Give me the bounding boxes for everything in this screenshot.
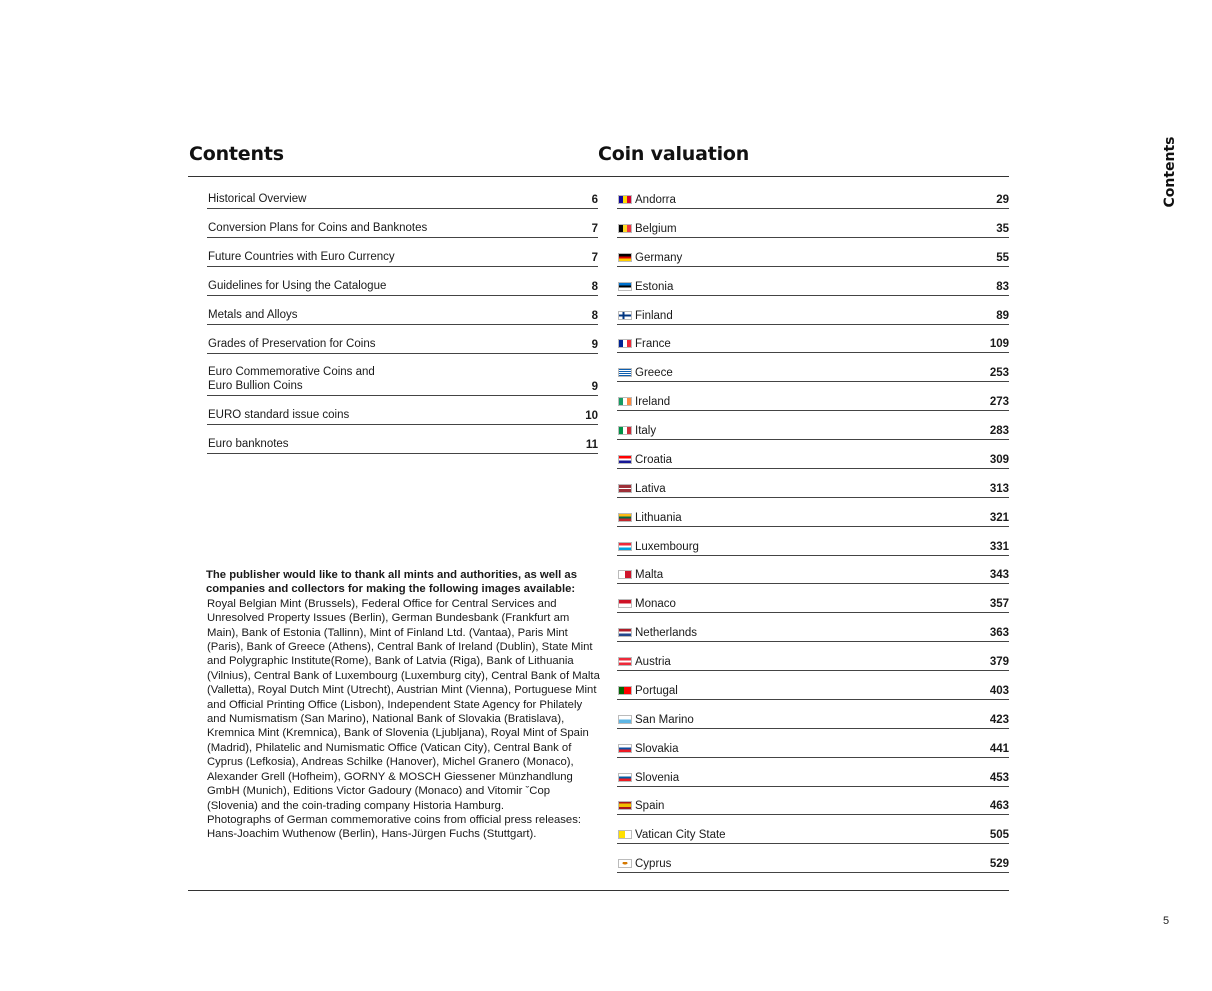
- flag-icon: [618, 859, 632, 868]
- contents-list: [207, 188, 598, 462]
- country-name: Monaco: [635, 598, 676, 611]
- country-page: 83: [996, 280, 1009, 293]
- toc-entry[interactable]: [207, 217, 598, 238]
- flag-icon: [618, 224, 632, 233]
- coin-valuation-heading: Coin valuation: [598, 143, 750, 165]
- country-name: Lativa: [635, 482, 666, 495]
- toc-entry-title: Grades of Preservation for Coins: [208, 338, 376, 350]
- toc-entry-page: 10: [585, 410, 598, 422]
- toc-entry-page: 8: [591, 281, 598, 293]
- country-entry-netherlands[interactable]: [617, 621, 1009, 642]
- country-name: Greece: [635, 367, 673, 380]
- country-entry-luxembourg[interactable]: [617, 535, 1009, 556]
- flag-icon: [618, 599, 632, 608]
- country-page: 283: [989, 425, 1009, 437]
- bottom-divider: [188, 890, 1009, 891]
- country-page: 505: [989, 829, 1009, 842]
- flag-icon: [618, 368, 632, 377]
- flag-icon: [618, 484, 632, 493]
- toc-entry[interactable]: [207, 433, 598, 454]
- country-entry-austria[interactable]: [617, 650, 1009, 671]
- country-page: 363: [989, 627, 1009, 640]
- toc-entry-title: Conversion Plans for Coins and Banknotes: [208, 222, 428, 234]
- country-page: 403: [989, 684, 1009, 697]
- country-name: France: [635, 338, 671, 351]
- toc-entry[interactable]: [207, 404, 598, 425]
- flag-icon: [618, 426, 632, 435]
- flag-icon: [618, 801, 632, 810]
- acknowledgement-block: [206, 568, 601, 842]
- flag-icon: [618, 513, 632, 522]
- country-name: Portugal: [635, 684, 678, 697]
- country-entry-ireland[interactable]: [617, 390, 1009, 411]
- country-page: 529: [989, 858, 1009, 871]
- country-name: Italy: [635, 425, 657, 437]
- toc-entry[interactable]: [207, 188, 598, 209]
- contents-heading: Contents: [189, 143, 284, 165]
- country-page: 331: [989, 540, 1009, 553]
- toc-entry-page: 8: [591, 310, 598, 322]
- country-entry-france[interactable]: [617, 332, 1009, 353]
- toc-entry-title: Historical Overview: [208, 193, 307, 205]
- flag-icon: [618, 686, 632, 695]
- flag-icon: [618, 570, 632, 579]
- country-page: 463: [989, 800, 1009, 813]
- country-page: 89: [996, 309, 1009, 322]
- country-page: 379: [989, 656, 1009, 668]
- country-page: 253: [989, 367, 1009, 380]
- toc-entry-title: Future Countries with Euro Currency: [208, 251, 395, 263]
- country-page: 343: [989, 569, 1009, 582]
- country-entry-greece[interactable]: [617, 361, 1009, 382]
- toc-entry-title: Guidelines for Using the Catalogue: [208, 280, 387, 292]
- country-name: Slovakia: [635, 742, 679, 755]
- flag-icon: [618, 657, 632, 666]
- side-tab-label: Contents: [1162, 136, 1178, 208]
- toc-entry-page: 7: [591, 252, 598, 264]
- toc-entry[interactable]: [207, 333, 598, 354]
- country-page: 309: [989, 453, 1009, 466]
- country-page: 109: [989, 338, 1009, 351]
- country-name: Slovenia: [635, 771, 680, 784]
- country-name: San Marino: [635, 713, 694, 726]
- flag-icon: [618, 773, 632, 782]
- country-entry-lithuania[interactable]: [617, 506, 1009, 527]
- toc-entry-title: Euro banknotes: [208, 438, 289, 450]
- country-name: Andorra: [635, 194, 676, 206]
- flag-icon: [618, 282, 632, 291]
- toc-entry-page: 6: [591, 194, 598, 206]
- country-page: 29: [996, 194, 1009, 206]
- toc-entry[interactable]: [207, 362, 598, 396]
- acknowledgement-photos: Photographs of German commemorative coins from official press releases: Hans-Joachim Wuthenow (Berlin), Hans-Jürgen Fuchs (Stuttgart).: [207, 813, 581, 841]
- acknowledgement-body: Royal Belgian Mint (Brussels), Federal Office for Central Services and Unresolved Property Issues (Berlin), German Bundesbank (Frankfurt am Main), Bank of Estonia (Tallinn), Mint of Finland Ltd. (Vantaa), Paris Mint (Paris), Bank of Greece (Athens), Central Bank of Ireland (Dublin), State Mint and Polygraphic Institute(Rome), Bank of Latvia (Riga), Bank of Lithuania (Vilnius), Central Bank of Luxembourg (Luxemburg city), Central Bank of Malta (Valletta), Royal Dutch Mint (Utrecht), Austrian Mint (Vienna), Portuguese Mint and Official Printing Office (Lisbon), Independent State Agency for Philately and Numismatism (San Marino), National Bank of Slovakia (Bratislava), Kremnica Mint (Kremnica), Bank of Slovenia (Ljubljana), Royal Mint of Spain (Madrid), Philatelic and Numismatic Office (Vatican City), Central Bank of Cyprus (Lefkosia), Andreas Schilke (Hanover), Michel Granero (Monaco), Alexander Grell (Hofheim), GORNY & MOSCH Giessener Münzhandlung GmbH (Munich), Editions Victor Gadoury (Monaco) and Vitomir ˇCop (Slovenia) and the coin-trading company Historia Hamburg.: [207, 597, 600, 812]
- country-name: Estonia: [635, 280, 674, 293]
- country-page: 423: [989, 713, 1009, 726]
- country-entry-croatia[interactable]: [617, 448, 1009, 469]
- country-page: 273: [989, 396, 1009, 409]
- country-page: 313: [989, 482, 1009, 495]
- flag-icon: [618, 455, 632, 464]
- country-name: Vatican City State: [635, 829, 726, 842]
- toc-entry-page: 11: [585, 439, 598, 451]
- country-page: 453: [989, 771, 1009, 784]
- country-entry-germany[interactable]: [617, 246, 1009, 267]
- country-entry-finland[interactable]: [617, 304, 1009, 325]
- side-section-tab: [1158, 136, 1182, 208]
- toc-entry-title: Euro Commemorative Coins and Euro Bullion Coins: [208, 366, 375, 392]
- flag-icon: [618, 744, 632, 753]
- country-page: 441: [989, 742, 1009, 755]
- country-page: 357: [989, 598, 1009, 611]
- country-name: Luxembourg: [635, 540, 699, 553]
- country-name: Austria: [635, 656, 671, 668]
- country-name: Ireland: [635, 396, 671, 409]
- country-name: Spain: [635, 800, 665, 813]
- country-page: 35: [996, 222, 1009, 235]
- flag-icon: [618, 397, 632, 406]
- toc-entry[interactable]: [207, 304, 598, 325]
- country-entry-belgium[interactable]: [617, 217, 1009, 238]
- toc-entry-title: EURO standard issue coins: [208, 409, 350, 421]
- country-name: Cyprus: [635, 858, 672, 871]
- toc-entry[interactable]: [207, 246, 598, 267]
- flag-icon: [618, 195, 632, 204]
- country-entry-portugal[interactable]: [617, 679, 1009, 700]
- country-entry-estonia[interactable]: [617, 275, 1009, 296]
- toc-entry-title: Metals and Alloys: [208, 309, 298, 321]
- country-name: Belgium: [635, 222, 677, 235]
- country-entry-andorra[interactable]: [617, 188, 1009, 209]
- flag-icon: [618, 253, 632, 262]
- flag-icon: [618, 311, 632, 320]
- toc-entry[interactable]: [207, 275, 598, 296]
- country-entry-cyprus[interactable]: [617, 852, 1009, 873]
- country-entry-malta[interactable]: [617, 563, 1009, 584]
- country-entry-slovenia[interactable]: [617, 766, 1009, 787]
- top-divider: [188, 176, 1009, 177]
- country-name: Lithuania: [635, 511, 682, 524]
- acknowledgement-intro: The publisher would like to thank all mints and authorities, as well as companies and collectors for making the following images available:: [206, 569, 577, 596]
- flag-icon: [618, 339, 632, 348]
- country-entry-slovakia[interactable]: [617, 737, 1009, 758]
- country-entry-monaco[interactable]: [617, 592, 1009, 613]
- country-entry-san-marino[interactable]: [617, 708, 1009, 729]
- country-entry-spain[interactable]: [617, 794, 1009, 815]
- country-name: Croatia: [635, 453, 673, 466]
- coin-valuation-list: [617, 188, 1009, 881]
- country-name: Germany: [635, 251, 683, 264]
- country-name: Finland: [635, 309, 673, 322]
- toc-entry-page: 9: [591, 339, 598, 351]
- country-page: 321: [989, 511, 1009, 524]
- toc-entry-page: 9: [591, 381, 598, 393]
- country-name: Malta: [635, 569, 664, 582]
- country-name: Netherlands: [635, 627, 698, 640]
- country-entry-vatican-city-state[interactable]: [617, 823, 1009, 844]
- country-page: 55: [996, 251, 1009, 264]
- country-entry-italy[interactable]: [617, 419, 1009, 440]
- flag-icon: [618, 628, 632, 637]
- country-entry-lativa[interactable]: [617, 477, 1009, 498]
- toc-entry-page: 7: [591, 223, 598, 235]
- flag-icon: [618, 830, 632, 839]
- flag-icon: [618, 542, 632, 551]
- page-number: 5: [1163, 915, 1170, 927]
- flag-icon: [618, 715, 632, 724]
